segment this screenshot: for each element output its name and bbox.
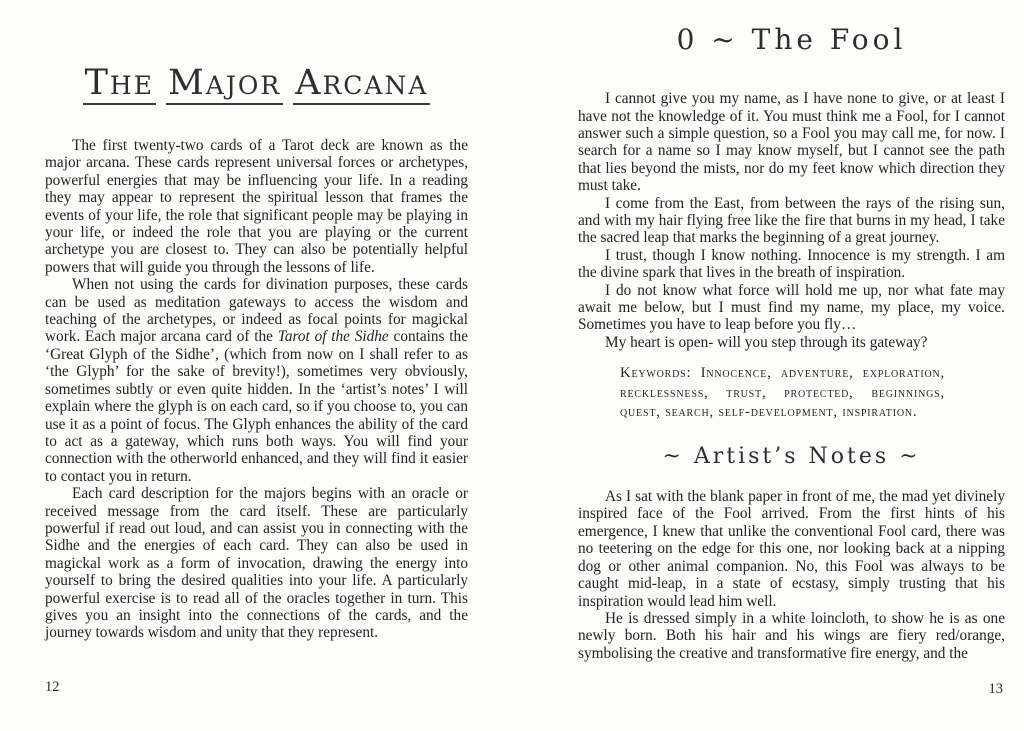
title-word: Major bbox=[167, 63, 282, 103]
paragraph: I cannot give you my name, as I have none to give, or at least I have not the knowledge of it. You must think me a Fool, for I cannot answer such a simple question, so a Fool you may call me, for now. I search for a name so I may know myself, but I cannot see the path that lies beyond the mists, nor do my feet know which direction they must take. bbox=[578, 90, 1005, 195]
page-title-the-fool: 0 ~ The Fool bbox=[676, 23, 907, 56]
paragraph: Each card description for the majors begins with an oracle or received message from the card itself. These are particularly powerful if read out loud, and can assist you in connecting with the Sidhe and the energies of each card. They can also be used in magickal work as a form of invocation, drawing the energy into yourself to bring the desired qualities into your life. A particularly powerful exercise is to read all of the oracles together in turn. This gives you an insight into the connections of the cards, and the journey towards wisdom and unity that they represent. bbox=[45, 485, 468, 642]
right-page bbox=[578, 0, 1005, 731]
left-page-body bbox=[45, 137, 468, 642]
paragraph-text: contains the ‘Great Glyph of the Sidhe’, (which from now on I shall refer to as ‘the Glyph’ for the sake of brevity!), sometimes very obviously, sometimes subtly or even quite hidden. In the ‘artist’s notes’ I will explain where the glyph is on each card, so if you choose to, you can use it as a point of focus. The Glyph enhances the ability of the card to act as a gateway, which runs both ways. You will find your connection with the otherworld enhanced, and they will find it easier to contact you in return. bbox=[45, 328, 468, 485]
page-number-left: 12 bbox=[45, 679, 60, 695]
page-number-right: 13 bbox=[988, 681, 1003, 697]
paragraph: I come from the East, from between the rays of the rising sun, and with my hair flying free like the fire that burns in my head, I take the sacred leap that marks the beginning of a great journey. bbox=[578, 194, 1005, 247]
oracle-text bbox=[578, 90, 1005, 351]
paragraph: He is dressed simply in a white loincloth, to show he is as one newly born. Both his hair and his wings are fiery red/orange, symbolising the creative and transformative fire energy, and the bbox=[578, 609, 1005, 662]
book-title-italic: Tarot of the Sidhe bbox=[277, 328, 389, 346]
paragraph: As I sat with the blank paper in front of me, the mad yet divinely inspired face of the Fool arrived. From the first hints of his emergence, I knew that unlike the conventional Fool card, there was no teetering on the edge for this one, nor looking back at a nipping dog or other animal companion. No, this Fool was always to be caught mid-leap, in a state of ecstasy, simply trusting that his inspiration would lead him well. bbox=[578, 488, 1005, 610]
paragraph-text: When not using the cards for divination purposes, these cards can be used as meditation gateways to access the wisdom and teaching of the archetypes, or indeed as focal points for magickal work. Each major arcana card of the bbox=[45, 276, 468, 346]
paragraph: I trust, though I know nothing. Innocence is my strength. I am the divine spark that lives in the breath of inspiration. bbox=[578, 246, 1005, 282]
page-title-major-arcana bbox=[45, 63, 468, 105]
paragraph: My heart is open- will you step through its gateway? bbox=[605, 333, 928, 351]
title-word: The bbox=[84, 63, 154, 103]
artist-notes-heading: ~ Artist’s Notes ~ bbox=[662, 443, 921, 469]
artist-notes-body bbox=[578, 488, 1005, 662]
paragraph bbox=[45, 276, 468, 485]
title-word: Arcana bbox=[295, 63, 429, 103]
left-page bbox=[45, 0, 468, 731]
paragraph: The first twenty-two cards of a Tarot deck are known as the major arcana. These cards represent universal forces or archetypes, powerful energies that may be influencing your life. In a reading they may appear to represent the spiritual lesson that frames the events of your life, the role that significant people may be playing in your life, or indeed the role that you are playing or the current archetype you are closest to. They can also be potentially helpful powers that will guide you through the lessons of life. bbox=[45, 137, 468, 276]
paragraph: I do not know what force will hold me up, nor what fate may await me below, but I must find my name, my place, my voice. Sometimes you have to leap before you fly… bbox=[578, 281, 1005, 334]
keywords-block: Keywords: Innocence, adventure, exploration, recklessness, trust, protected, beginnings, quest, search, self-development, inspiration. bbox=[620, 365, 945, 421]
